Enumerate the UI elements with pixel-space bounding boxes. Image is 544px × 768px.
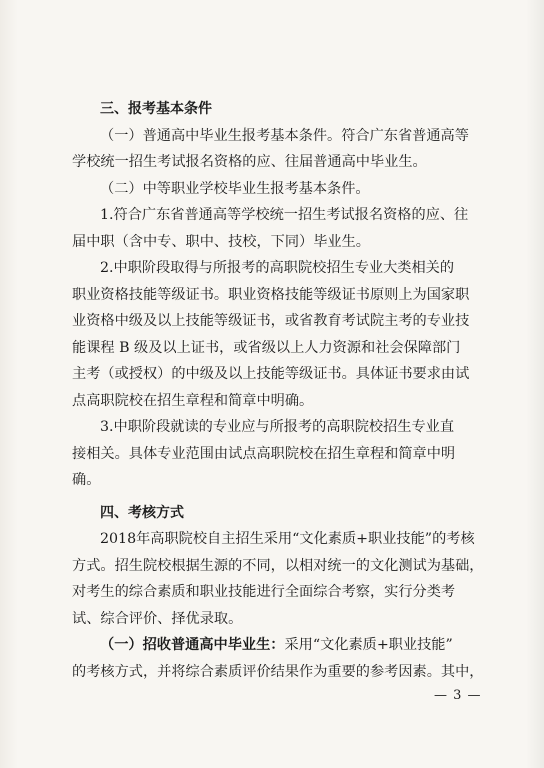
paragraph-line: 的考核方式，并将综合素质评价结果作为重要的参考因素。其中， [72,663,484,680]
subheading-high-school: （一）招收普通高中毕业生： [100,637,285,653]
page-number: — 3 — [434,688,482,703]
section-heading-assessment: 四、考核方式 [100,504,184,521]
subheading-vocational: （二）中等职业学校毕业生报考基本条件。 [100,180,370,197]
paragraph-line: 2018年高职院校自主招生采用“文化素质+职业技能”的考核 [100,531,475,547]
paragraph-line: 职业资格技能等级证书。职业资格技能等级证书原则上为国家职 [72,286,470,303]
paragraph-line: 届中职（含中专、职中、技校，下同）毕业生。 [72,233,370,250]
page-content [72,96,484,685]
paragraph-line: （一）普通高中毕业生报考基本条件。符合广东省普通高等 [100,127,469,144]
paragraph-line: 点高职院校在招生章程和简章中明确。 [72,392,314,409]
paragraph-line: 对考生的综合素质和职业技能进行全面综合考察，实行分类考 [72,584,456,600]
paragraph-line: 能课程 B 级及以上证书，或省级以上人力资源和社会保障部门 [72,339,461,356]
paragraph-line: 主考（或授权）的中级及以上技能等级证书。具体证书要求由试 [72,366,470,382]
paragraph-line: 业资格中级及以上技能等级证书，或省教育考试院主考的专业技 [72,313,470,329]
paragraph-line: 确。 [72,472,101,488]
paragraph-line: 方式。招生院校根据生源的不同，以相对统一的文化测试为基础， [72,557,484,574]
paragraph-line: 2.中职阶段取得与所报考的高职院校招生专业大类相关的 [100,260,455,276]
paragraph-line: 试、综合评价、择优录取。 [72,610,243,627]
paragraph-line [72,632,480,659]
paragraph-text: 采用“文化素质+职业技能” [284,637,453,653]
paragraph-line: 接相关。具体专业范围由试点高职院校在招生章程和简章中明 [72,445,456,462]
paragraph-line: 学校统一招生考试报名资格的应、往届普通高中毕业生。 [72,154,427,170]
section-heading-requirements: 三、报考基本条件 [100,101,212,117]
paragraph-line: 1.符合广东省普通高等学校统一招生考试报名资格的应、往 [100,207,469,223]
paragraph-line: 3.中职阶段就读的专业应与所报考的高职院校招生专业直 [100,419,455,435]
